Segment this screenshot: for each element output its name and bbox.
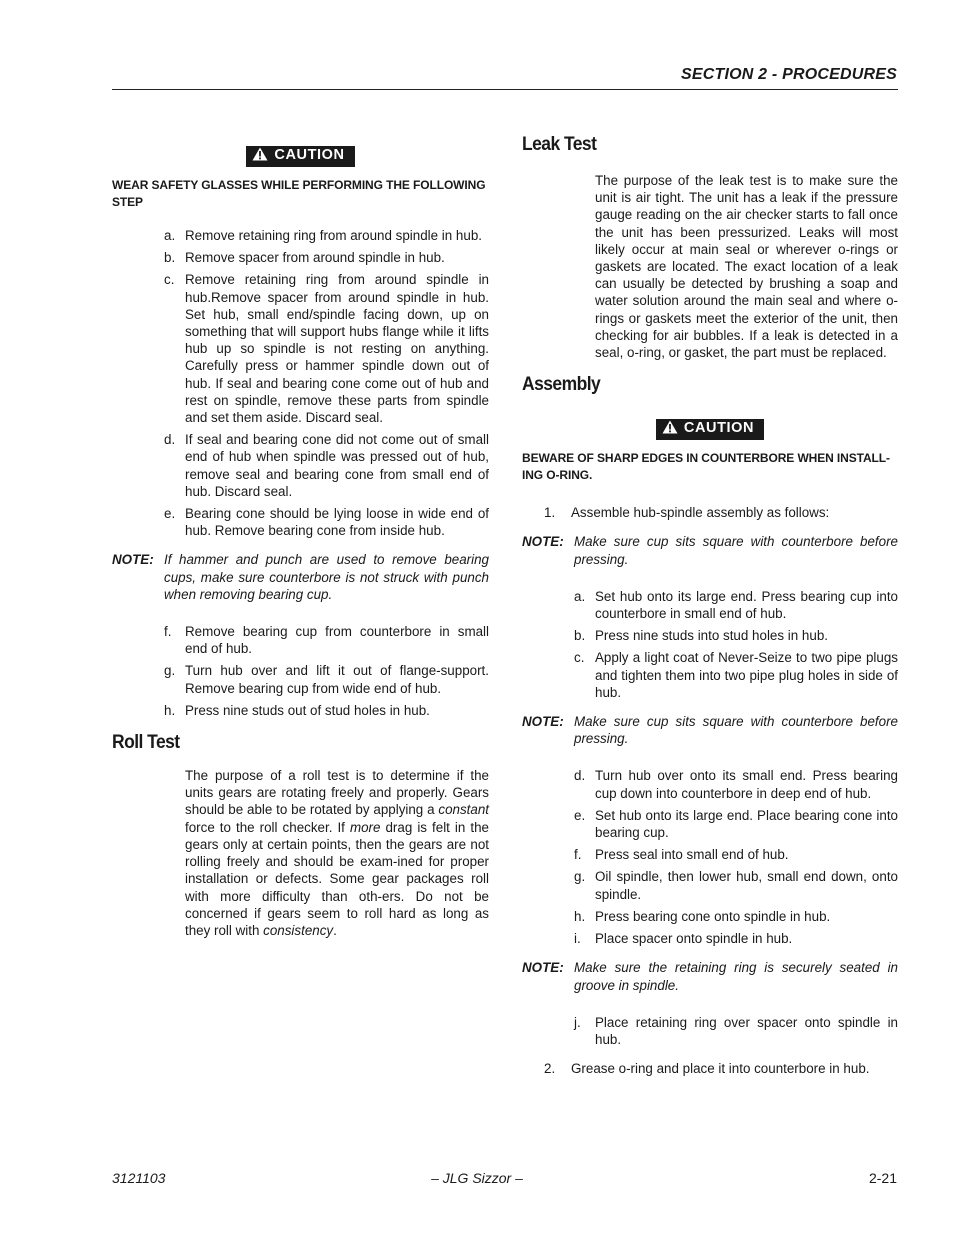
footer-page-number: 2-21 xyxy=(868,1170,897,1186)
note-label: NOTE: xyxy=(522,960,564,976)
note-text: If hammer and punch are used to remove bearing cups, make sure counterbore is not struck with punch when removing bearing cup. xyxy=(164,552,489,602)
note xyxy=(522,533,898,567)
caution-label: CAUTION xyxy=(274,147,345,163)
right-column xyxy=(522,133,898,1082)
section-header: SECTION 2 - PROCEDURES xyxy=(681,66,897,83)
list-item: c. Remove retaining ring from around spindle in hub.Remove spacer from around spindle in hub. Set hub, small end/spindle facing down, up on something that will support hubs flange while it lifts hub up so spindle is not resting on anything. Carefully press or hammer spindle down out of hub. If seal and bearing cone come out of hub and rest on spindle, remove these parts from spindle and set them aside. Discard seal. xyxy=(164,272,489,426)
caution-label: CAUTION xyxy=(683,420,755,437)
list-item: g. Oil spindle, then lower hub, small end down, onto spindle. xyxy=(574,869,898,902)
roll-test-paragraph: The purpose of a roll test is to determine if the units gears are rotating freely and properly. Gears should be able to be rotated by applying a constant force to the roll checker. If more drag is felt in the gears only at certain points, then the gears are not rolling freely and should be exam-ined for proper installation or defects. Some gear packages roll with more difficulty than oth-ers. Do not be concerned if gears seem to roll hard as long as they roll with consistency. xyxy=(185,768,489,938)
note xyxy=(522,713,898,747)
left-column xyxy=(112,146,489,939)
list-item: 2. Grease o-ring and place it into counterbore in hub. xyxy=(544,1061,870,1077)
list-item: j. Place retaining ring over spacer onto spindle in hub. xyxy=(574,1014,898,1047)
note-text: Make sure the retaining ring is securely seated in groove in spindle. xyxy=(574,960,898,993)
note-text: Make sure cup sits square with counterbore before pressing. xyxy=(574,534,898,567)
list-item: i. Place spacer onto spindle in hub. xyxy=(574,931,793,947)
assembly-steps-a xyxy=(522,588,898,701)
caution-badge xyxy=(656,419,764,440)
list-item: h. Press nine studs out of stud holes in hub. xyxy=(164,702,430,718)
list-item: h. Press bearing cone onto spindle in hub. xyxy=(574,908,831,924)
list-item: e. Set hub onto its large end. Place bearing cone into bearing cup. xyxy=(574,807,898,841)
list-item: f. Press seal into small end of hub. xyxy=(574,847,789,863)
header-rule xyxy=(112,89,898,90)
list-item: d. Turn hub over onto its small end. Press bearing cup down into counterbore in deep end of hub. xyxy=(574,768,898,801)
list-item: d. If seal and bearing cone did not come out of small end of hub when spindle was pressed out of hub, remove seal and bearing cone from small end of hub. Discard seal. xyxy=(164,432,489,499)
note xyxy=(112,551,489,603)
leak-test-paragraph: The purpose of the leak test is to make sure the unit is air tight. The unit has a leak if the pressure gauge reading on the air checker starts to fall once the unit has been pressurized. Leaks will most likely occur at main seal or wherever o-rings or gaskets are located. The exact location of a leak can usually be detected by brushing a soap and water solution around the main seal and where o-rings or gaskets meet the exterior of the unit, then checking for air bubbles. If a leak is detected in a seal, o-ring, or gasket, the part must be replaced. xyxy=(595,173,898,361)
footer-doc-number: 3121103 xyxy=(112,1170,166,1186)
footer-title: – JLG Sizzor – xyxy=(431,1170,523,1186)
note-label: NOTE: xyxy=(112,552,154,568)
list-item: f. Remove bearing cup from counterbore in small end of hub. xyxy=(164,624,489,657)
list-item: c. Apply a light coat of Never-Seize to two pipe plugs and tighten them into two pipe plug holes in side of hub. xyxy=(574,650,898,700)
warning-triangle-icon xyxy=(252,147,268,167)
caution-text: BEWARE OF SHARP EDGES IN COUNTERBORE WHEN INSTALL-ING O-RING. xyxy=(522,451,890,483)
disassembly-steps-1 xyxy=(112,227,489,539)
list-item: b. Remove spacer from around spindle in hub. xyxy=(164,250,445,266)
note-label: NOTE: xyxy=(522,534,564,550)
caution-badge xyxy=(246,146,354,167)
assembly-steps-j xyxy=(522,1014,898,1048)
caution-block xyxy=(522,419,898,440)
leak-test-heading: Leak Test xyxy=(522,134,597,155)
list-item: 1. Assemble hub-spindle assembly as follows: xyxy=(544,505,830,521)
warning-triangle-icon xyxy=(662,420,678,440)
assembly-step-1 xyxy=(522,504,898,521)
disassembly-steps-2 xyxy=(112,623,489,719)
assembly-step-2 xyxy=(522,1060,898,1077)
caution-text: WEAR SAFETY GLASSES WHILE PERFORMING THE FOLLOWING STEP xyxy=(112,178,486,209)
note xyxy=(522,959,898,993)
list-item: a. Remove retaining ring from around spindle in hub. xyxy=(164,228,482,243)
roll-test-heading: Roll Test xyxy=(112,732,180,754)
caution-block xyxy=(112,146,489,167)
note-text: Make sure cup sits square with counterbore before pressing. xyxy=(574,714,898,747)
note-label: NOTE: xyxy=(522,714,564,730)
list-item: b. Press nine studs into stud holes in hub. xyxy=(574,628,828,644)
list-item: g. Turn hub over and lift it out of flange-support. Remove bearing cup from wide end of hub. xyxy=(164,663,489,696)
assembly-heading: Assembly xyxy=(522,374,601,396)
assembly-steps-d xyxy=(522,767,898,947)
list-item: e. Bearing cone should be lying loose in wide end of hub. Remove bearing cone from inside hub. xyxy=(164,506,489,539)
list-item: a. Set hub onto its large end. Press bearing cup into counterbore in small end of hub. xyxy=(574,588,898,622)
